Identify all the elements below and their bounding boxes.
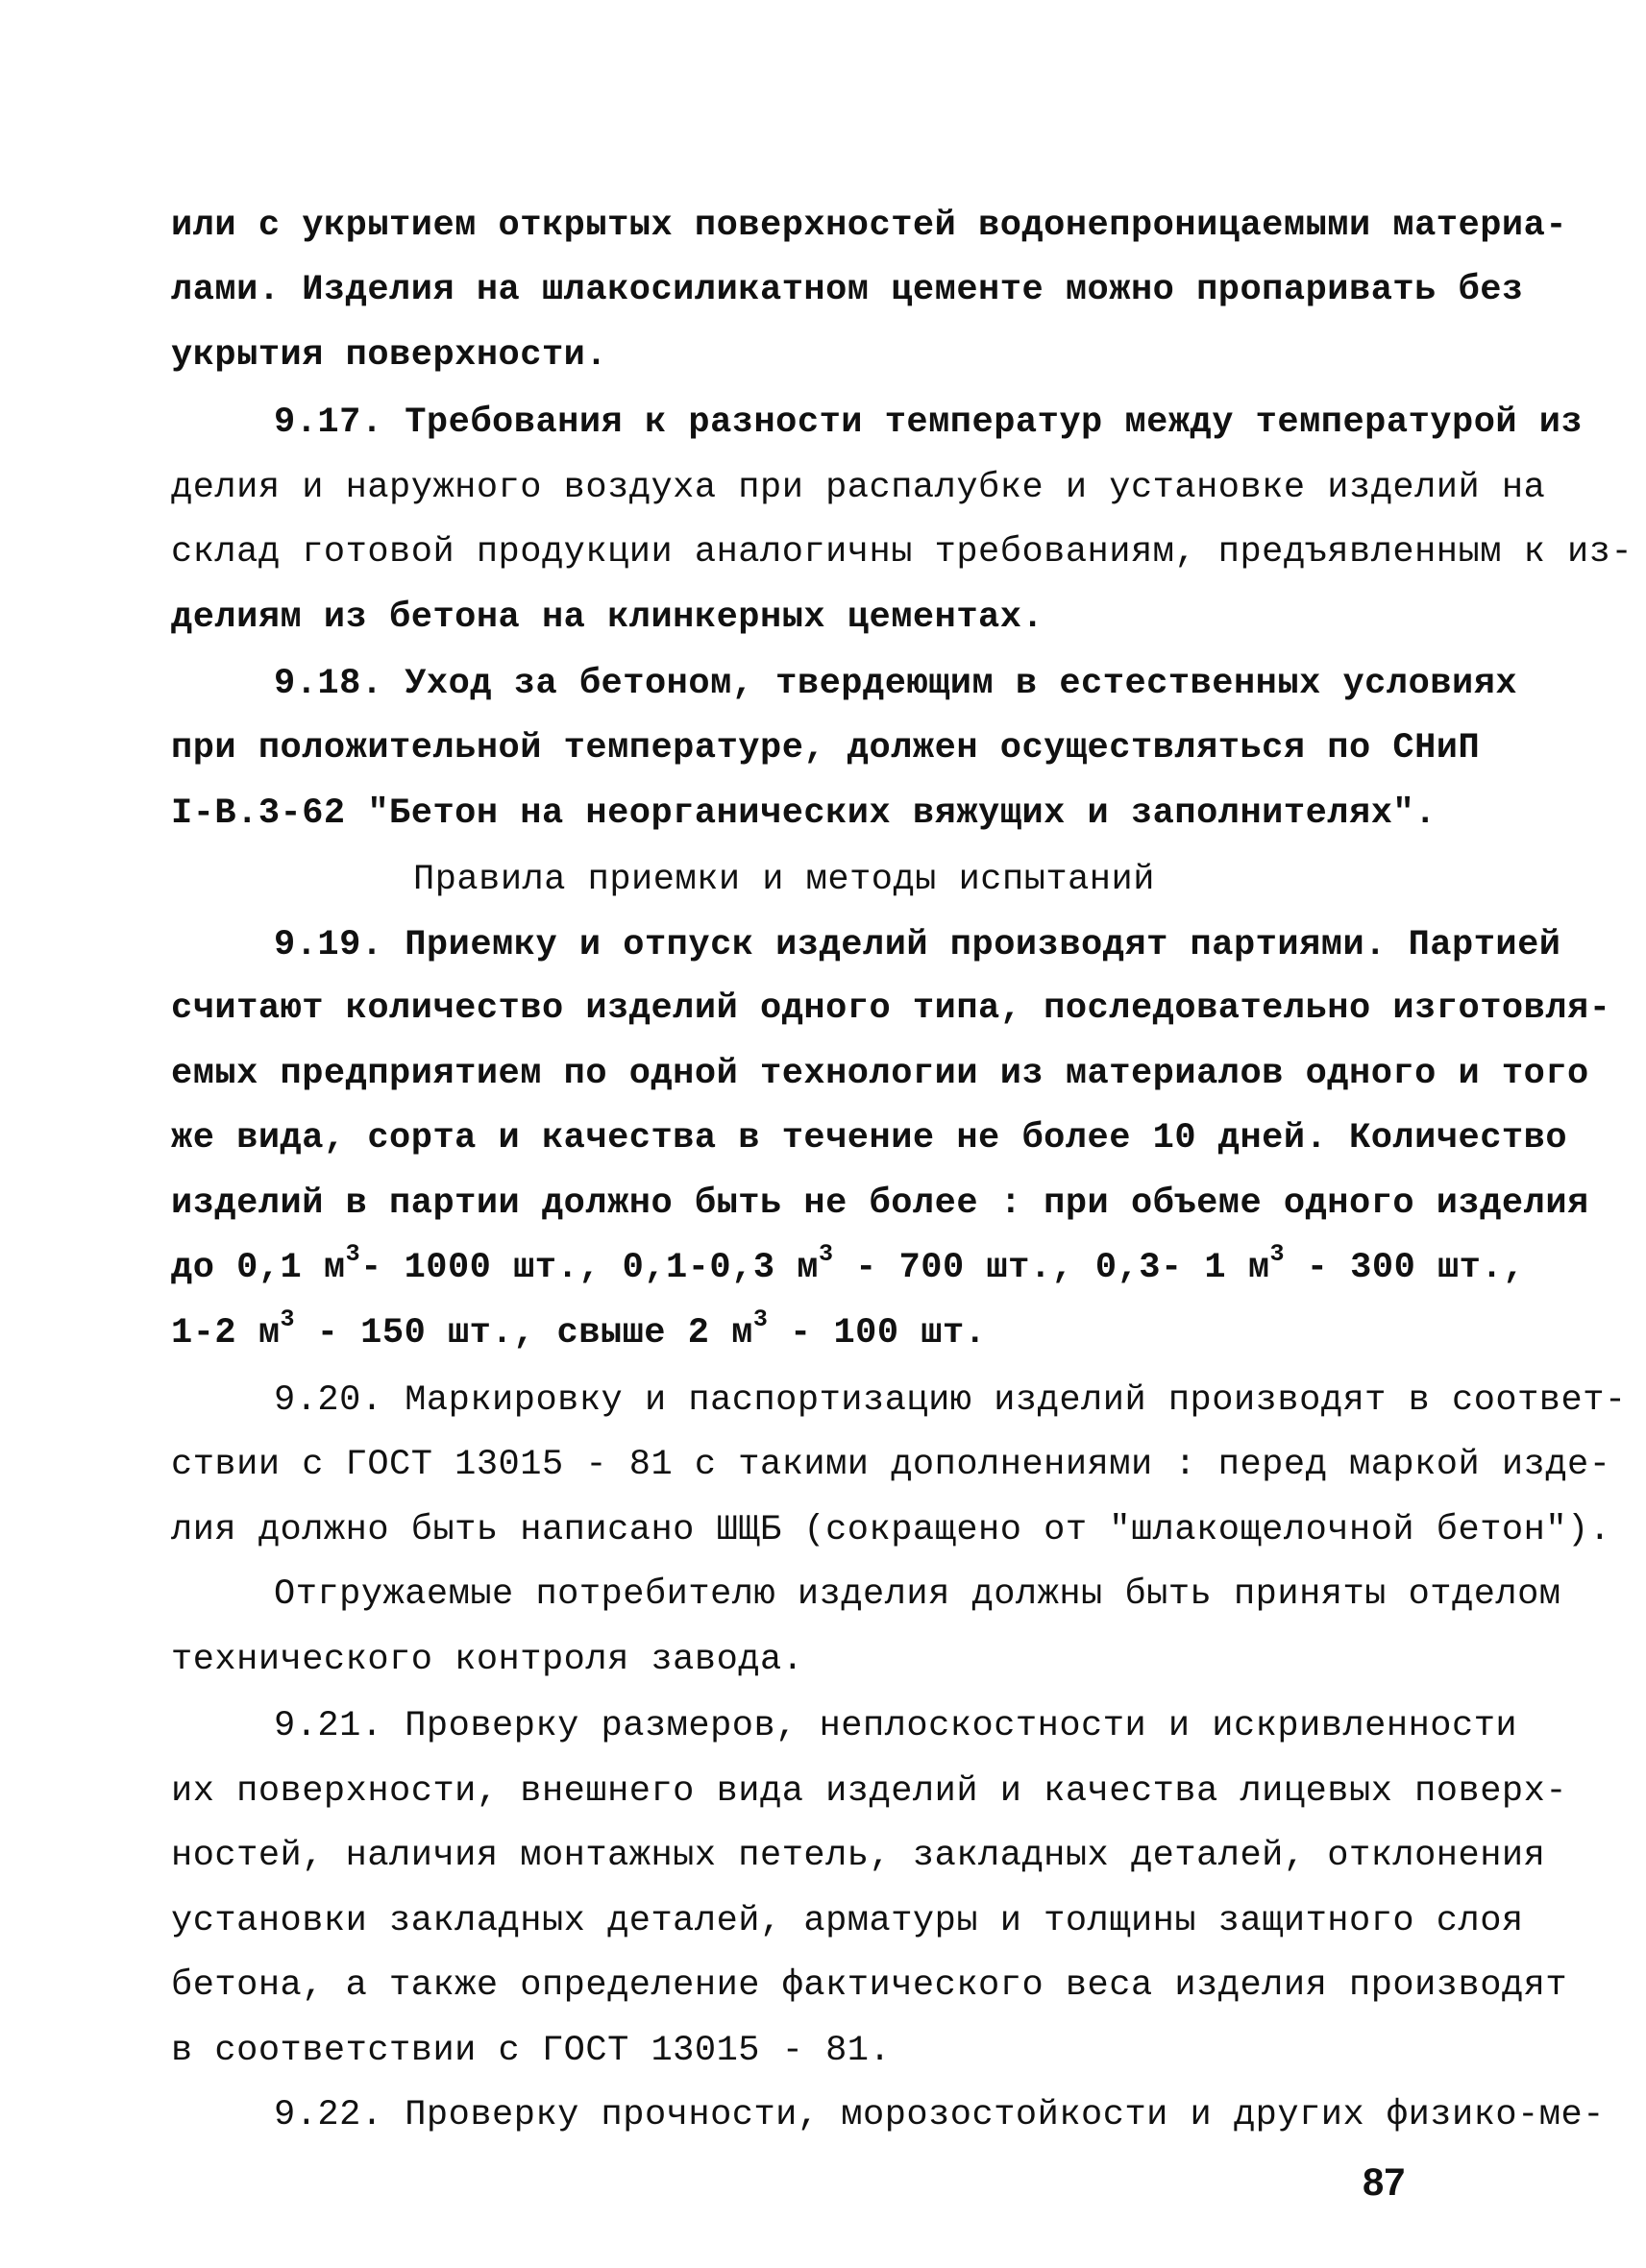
paragraph-9-18: 9.18. Уход за бетоном, твердеющим в естественных условиях [274,664,1518,704]
text-line: лия должно быть написано ШЩБ (сокращено от "шлакощелочной бетон"). [171,1510,1611,1550]
text-line: склад готовой продукции аналогичны требованиям, предъявленным к из- [171,532,1634,573]
paragraph-9-20: 9.20. Маркировку и паспортизацию изделий производят в соответ- [274,1380,1627,1421]
text-line: изделий в партии должно быть не более : при объеме одного изделия [171,1183,1589,1224]
text-line: при положительной температуре, должен осуществляться по СНиП [171,728,1481,768]
volume-limits-line-1: до 0,1 $м^3-$ 1000 шт., 0,1-0,3 $м^3 - 700$ шт., 0,3- 1 $м^3 - 300$ шт., [171,1239,1525,1288]
text-line: делия и наружного воздуха при распалубке и установке изделий на [171,468,1546,508]
text-line: считают количество изделий одного типа, последовательно изготовля- [171,988,1611,1029]
paragraph-9-21: 9.21. Проверку размеров, неплоскостности и искривленности [274,1706,1518,1746]
text-line: установки закладных деталей, арматуры и толщины защитного слоя [171,1901,1524,1941]
text-line: ствии с ГОСТ 13015 - 81 с такими дополнениями : перед маркой изде- [171,1445,1611,1485]
page-number: 87 [1363,2161,1406,2204]
text-line: же вида, сорта и качества в течение не более 10 дней. Количество [171,1118,1568,1158]
text-line: емых предприятием по одной технологии из материалов одного и того [171,1054,1589,1094]
text-line: Отгружаемые потребителю изделия должны быть приняты отделом [274,1574,1561,1615]
paragraph-9-19: 9.19. Приемку и отпуск изделий производят партиями. Партией [274,925,1561,965]
paragraph-9-22: 9.22. Проверку прочности, морозостойкости и других физико-ме- [274,2095,1605,2135]
text-line: ностей, наличия монтажных петель, закладных деталей, отклонения [171,1836,1546,1876]
text-line: их поверхности, внешнего вида изделий и качества лицевых поверх- [171,1771,1568,1812]
text-line: бетона, а также определение фактического веса изделия производят [171,1965,1568,2006]
text-line: технического контроля завода. [171,1640,804,1680]
volume-limits-line-2: 1-2 $м^3 - 150$ шт., свыше 2 $м^3 - 100$ шт. [171,1305,987,1353]
paragraph-9-17: 9.17. Требования к разности температур между температурой из [274,402,1584,443]
text-line: в соответствии с ГОСТ 13015 - 81. [171,2031,892,2071]
section-heading: Правила приемки и методы испытаний [413,860,1155,900]
text-line: I-В.3-62 "Бетон на неорганических вяжущих и заполнителях". [171,793,1437,834]
text-line: лами. Изделия на шлакосиликатном цементе можно пропаривать без [171,270,1524,310]
text-line: укрытия поверхности. [171,335,608,376]
text-line: делиям из бетона на клинкерных цементах. [171,597,1044,638]
text-line: или с укрытием открытых поверхностей водонепроницаемыми материа- [171,206,1568,246]
